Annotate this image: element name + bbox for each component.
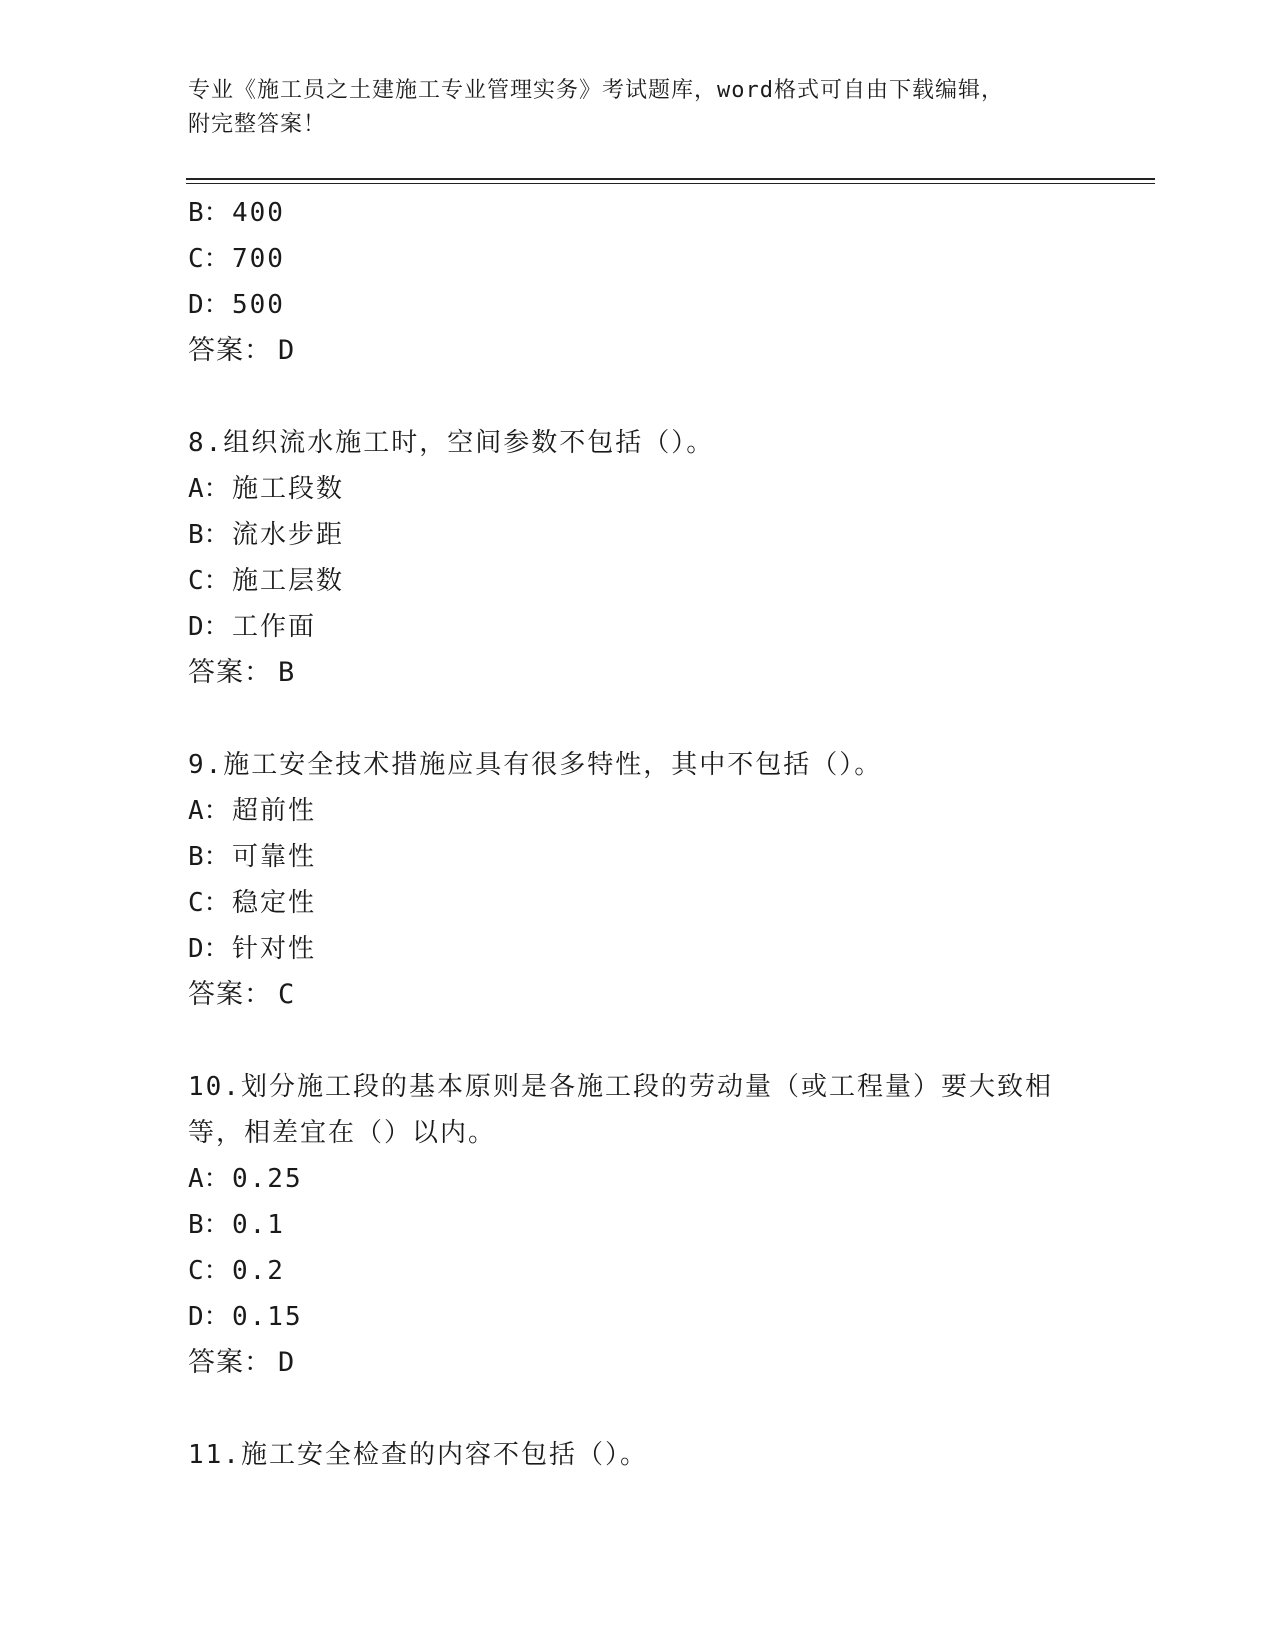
answer-line xyxy=(188,650,1088,696)
option-key: B： xyxy=(188,842,230,872)
option-text: 500 xyxy=(232,290,285,320)
question-stem: 9.施工安全技术措施应具有很多特性，其中不包括（）。 xyxy=(188,750,883,780)
option-text: 0.15 xyxy=(232,1302,303,1332)
question-stem: 11.施工安全检查的内容不包括（）。 xyxy=(188,1440,648,1470)
header-rule-thin xyxy=(186,183,1155,184)
document-header xyxy=(188,74,1088,142)
option-key: B： xyxy=(188,1210,230,1240)
answer-line xyxy=(188,328,1088,374)
option-text: 0.25 xyxy=(232,1164,303,1194)
option-line xyxy=(188,788,1088,834)
answer-label: 答案： xyxy=(188,335,272,366)
option-line xyxy=(188,604,1088,650)
option-line xyxy=(188,1294,1088,1340)
question-stem-continued: 等，相差宜在（）以内。 xyxy=(188,1118,497,1148)
question-spacer xyxy=(188,1386,1088,1432)
answer-line xyxy=(188,1340,1088,1386)
question-block-8 xyxy=(188,420,1088,696)
option-text: 700 xyxy=(232,244,285,274)
answer-value: D xyxy=(278,335,296,366)
option-text: 工作面 xyxy=(232,612,317,642)
header-line-2: 附完整答案！ xyxy=(188,112,327,137)
option-line xyxy=(188,880,1088,926)
option-line xyxy=(188,1202,1088,1248)
option-key: D： xyxy=(188,290,230,320)
option-line xyxy=(188,190,1088,236)
option-line xyxy=(188,1156,1088,1202)
option-key: C： xyxy=(188,1256,230,1286)
question-spacer xyxy=(188,374,1088,420)
option-text: 施工层数 xyxy=(232,566,345,596)
question-block-11 xyxy=(188,1432,1088,1478)
answer-value: B xyxy=(278,657,296,688)
option-key: A： xyxy=(188,796,230,826)
answer-label: 答案： xyxy=(188,979,272,1010)
option-line xyxy=(188,926,1088,972)
option-key: B： xyxy=(188,520,230,550)
question-stem: 8.组织流水施工时，空间参数不包括（）。 xyxy=(188,428,715,458)
option-key: C： xyxy=(188,888,230,918)
option-key: A： xyxy=(188,474,230,504)
option-text: 施工段数 xyxy=(232,474,345,504)
option-line xyxy=(188,236,1088,282)
option-text: 超前性 xyxy=(232,796,317,826)
answer-label: 答案： xyxy=(188,1347,272,1378)
option-text: 流水步距 xyxy=(232,520,345,550)
option-line xyxy=(188,466,1088,512)
option-text: 0.1 xyxy=(232,1210,285,1240)
option-line xyxy=(188,1248,1088,1294)
option-line xyxy=(188,558,1088,604)
option-key: C： xyxy=(188,244,230,274)
answer-value: C xyxy=(278,979,296,1010)
option-text: 400 xyxy=(232,198,285,228)
header-rule-thick xyxy=(186,178,1155,180)
option-line xyxy=(188,282,1088,328)
question-list xyxy=(188,190,1088,1478)
option-line xyxy=(188,512,1088,558)
option-key: D： xyxy=(188,934,230,964)
option-key: C： xyxy=(188,566,230,596)
question-block-prev xyxy=(188,190,1088,374)
option-text: 稳定性 xyxy=(232,888,317,918)
question-block-10 xyxy=(188,1064,1088,1386)
option-text: 针对性 xyxy=(232,934,317,964)
option-key: A： xyxy=(188,1164,230,1194)
option-key: B： xyxy=(188,198,230,228)
answer-label: 答案： xyxy=(188,657,272,688)
answer-value: D xyxy=(278,1347,296,1378)
option-line xyxy=(188,834,1088,880)
option-key: D： xyxy=(188,612,230,642)
option-key: D： xyxy=(188,1302,230,1332)
header-line-1: 专业《施工员之土建施工专业管理实务》考试题库，word格式可自由下载编辑， xyxy=(188,78,1004,103)
question-block-9 xyxy=(188,742,1088,1018)
answer-line xyxy=(188,972,1088,1018)
question-spacer xyxy=(188,1018,1088,1064)
option-text: 可靠性 xyxy=(232,842,317,872)
option-text: 0.2 xyxy=(232,1256,285,1286)
question-stem: 10.划分施工段的基本原则是各施工段的劳动量（或工程量）要大致相 xyxy=(188,1072,1053,1102)
question-spacer xyxy=(188,696,1088,742)
